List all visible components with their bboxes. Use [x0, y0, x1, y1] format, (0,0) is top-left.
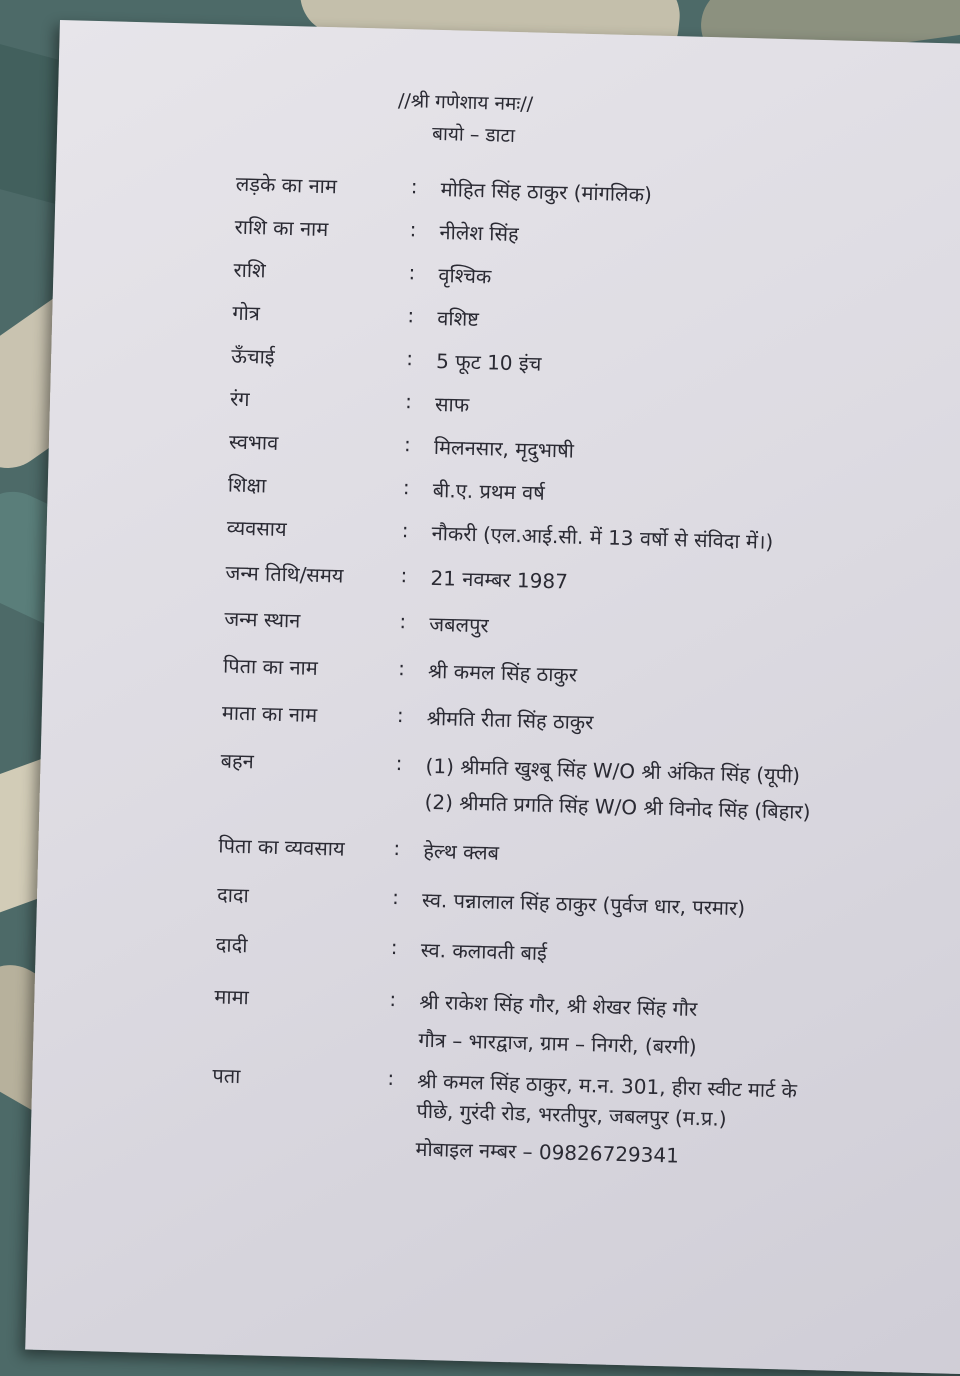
field-label: बहन	[220, 748, 255, 774]
field-value: स्व. पन्नालाल सिंह ठाकुर (पुर्वज धार, परमार)	[421, 887, 746, 921]
field-value: मोबाइल नम्बर – 09826729341	[415, 1136, 680, 1168]
field-separator: :	[395, 751, 403, 776]
field-value: 5 फूट 10 इंच	[435, 348, 542, 376]
field-separator: :	[389, 986, 397, 1012]
field-separator: :	[405, 346, 414, 371]
field-value: जबलपुर	[429, 611, 489, 638]
field-value: श्रीमति रीता सिंह ठाकुर	[426, 705, 594, 735]
field-value: वृश्चिक	[438, 262, 492, 289]
biodata-sheet	[25, 20, 960, 1376]
field-separator: :	[404, 389, 413, 414]
document-title: बायो – डाटा	[431, 122, 516, 147]
field-separator: :	[401, 518, 409, 543]
field-label: शिक्षा	[227, 472, 267, 498]
field-label: पिता का नाम	[222, 653, 319, 680]
field-separator: :	[393, 836, 401, 861]
field-label: पता	[212, 1063, 241, 1089]
field-label: माता का नाम	[221, 700, 318, 727]
field-value: हेल्थ क्लब	[423, 838, 500, 865]
field-separator: :	[400, 563, 408, 588]
field-value: श्री कमल सिंह ठाकुर	[427, 658, 578, 687]
invocation-line: //श्री गणेशाय नमः//	[397, 89, 534, 116]
field-label: दादा	[216, 882, 250, 908]
field-label: राशि का नाम	[234, 214, 329, 242]
field-label: मामा	[214, 984, 250, 1010]
field-value: साफ	[434, 391, 470, 417]
field-label: राशि	[233, 257, 266, 283]
field-separator: :	[399, 609, 407, 634]
field-value: वशिष्ट	[437, 305, 480, 332]
field-separator: :	[407, 303, 415, 328]
field-label: गोत्र	[232, 300, 261, 326]
field-label: लड़के का नाम	[235, 171, 338, 199]
field-separator: :	[409, 217, 417, 242]
field-value: गौत्र – भारद्वाज, ग्राम – निगरी, (बरगी)	[418, 1027, 697, 1060]
field-label: स्वभाव	[228, 429, 279, 455]
field-separator: :	[410, 174, 418, 199]
field-value: नीलेश सिंह	[439, 220, 519, 247]
field-label: ऊँचाई	[230, 343, 275, 369]
field-value: (1) श्रीमति खुश्बू सिंह W/O श्री अंकित सिंह (यूपी)	[425, 753, 801, 788]
field-value: स्व. कलावती बाई	[420, 937, 548, 966]
field-separator: :	[408, 260, 416, 285]
field-value: (2) श्रीमति प्रगति सिंह W/O श्री विनोद सिंह (बिहार)	[424, 789, 811, 824]
field-label: व्यवसाय	[226, 515, 287, 542]
field-separator: :	[390, 934, 398, 960]
field-separator: :	[396, 703, 404, 728]
field-label: पिता का व्यवसाय	[218, 833, 345, 861]
field-value: मिलनसार, मृदुभाषी	[433, 434, 575, 463]
field-value: नौकरी (एल.आई.सी. में 13 वर्षो से संविदा में।)	[431, 520, 774, 554]
field-value: पीछे, गुरंदी रोड, भरतीपुर, जबलपुर (म.प्र.)	[416, 1098, 727, 1131]
field-value: 21 नवम्बर 1987	[430, 565, 569, 594]
field-value: बी.ए. प्रथम वर्ष	[432, 477, 545, 505]
field-label: दादी	[215, 932, 248, 958]
field-separator: :	[402, 475, 410, 500]
field-separator: :	[391, 884, 400, 910]
field-separator: :	[403, 432, 412, 457]
field-value: मोहित सिंह ठाकुर (मांगलिक)	[440, 177, 653, 207]
field-value: श्री कमल सिंह ठाकुर, म.न. 301, हीरा स्वीट मार्ट के	[417, 1068, 798, 1103]
field-separator: :	[397, 656, 406, 681]
field-label: जन्म तिथि/समय	[225, 560, 344, 588]
field-label: रंग	[229, 386, 250, 412]
field-label: जन्म स्थान	[224, 606, 301, 633]
field-separator: :	[387, 1065, 395, 1091]
field-value: श्री राकेश सिंह गौर, श्री शेखर सिंह गौर	[419, 989, 698, 1022]
